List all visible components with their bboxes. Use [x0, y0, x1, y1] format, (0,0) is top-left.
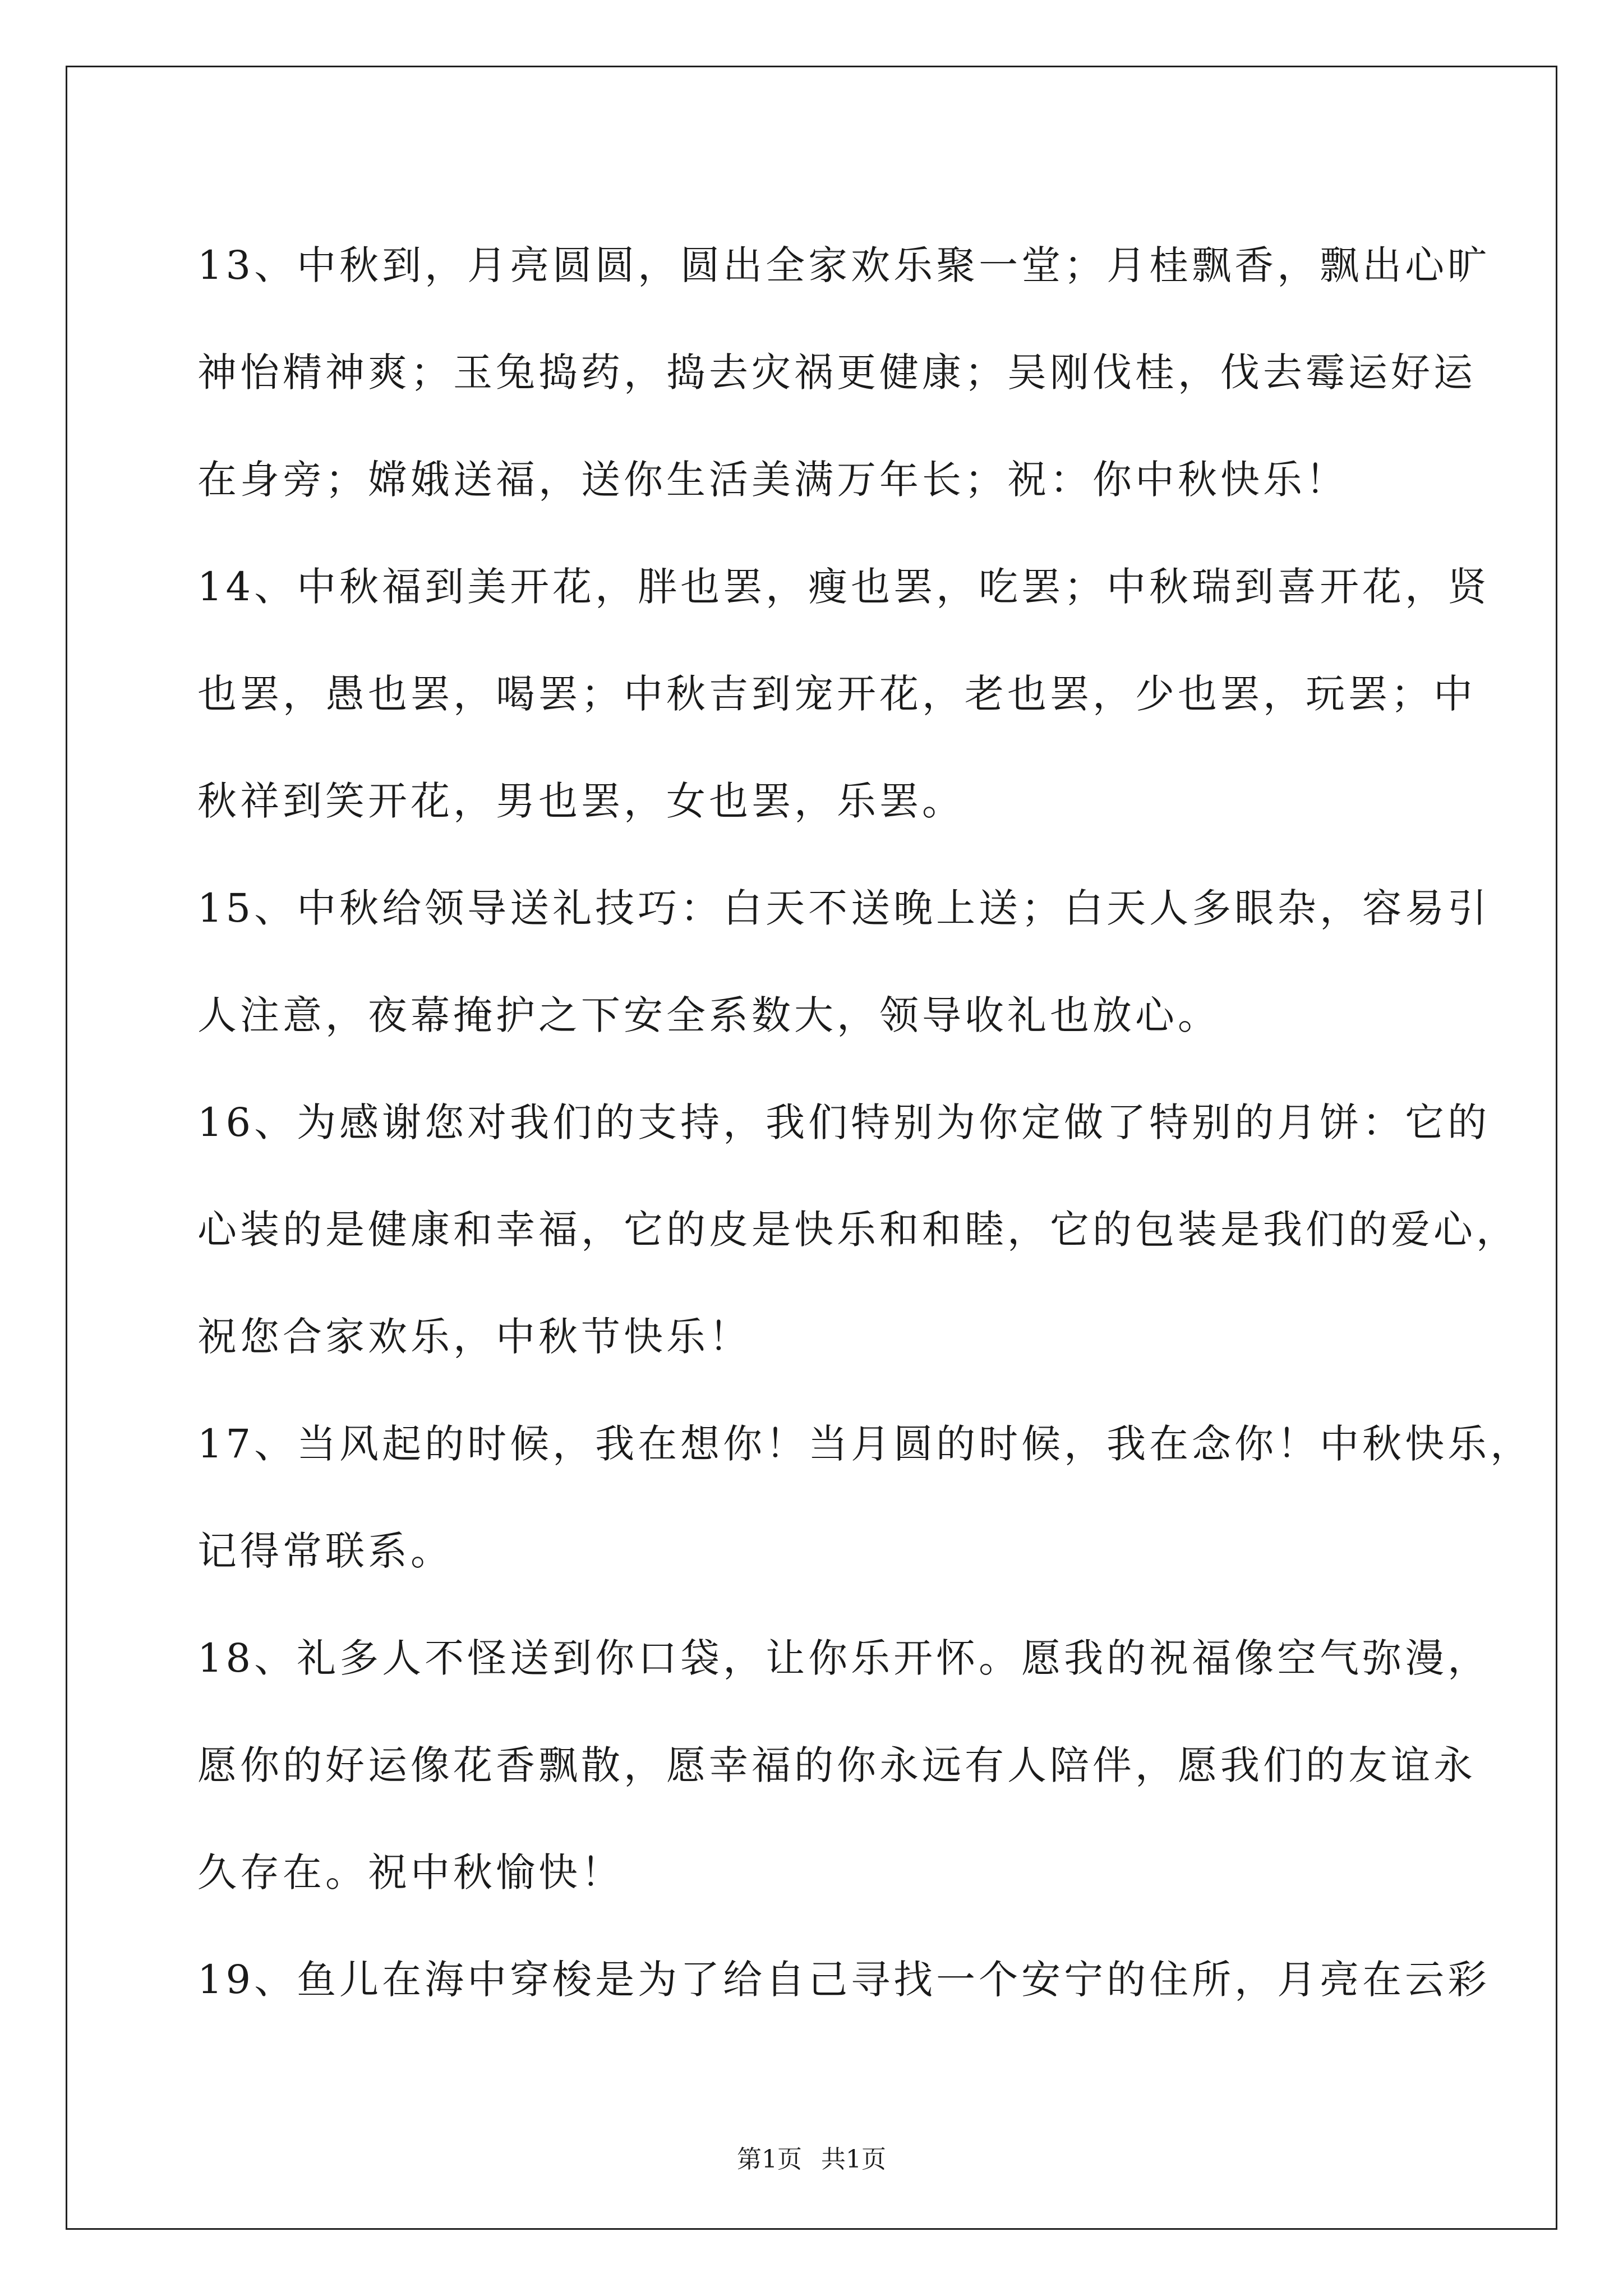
text-line: 15、中秋给领导送礼技巧：白天不送晚上送；白天人多眼杂，容易引 — [197, 885, 1491, 931]
text-line: 愿你的好运像花香飘散，愿幸福的你永远有人陪伴，愿我们的友谊永 — [197, 1742, 1476, 1788]
text-line: 人注意，夜幕掩护之下安全系数大，领导收礼也放心。 — [197, 992, 1220, 1038]
text-line: 19、鱼儿在海中穿梭是为了给自己寻找一个安宁的住所，月亮在云彩 — [197, 1957, 1491, 2003]
text-line: 17、当风起的时候，我在想你！当月圆的时候，我在念你！中秋快乐， — [197, 1421, 1533, 1467]
text-line: 秋祥到笑开花，男也罢，女也罢，乐罢。 — [197, 778, 965, 824]
page-footer — [0, 2143, 1623, 2177]
text-line: 记得常联系。 — [197, 1528, 453, 1574]
text-line: 久存在。祝中秋愉快！ — [197, 1849, 624, 1895]
text-line: 14、中秋福到美开花，胖也罢，瘦也罢，吃罢；中秋瑞到喜开花，贤 — [197, 564, 1491, 610]
text-line: 心装的是健康和幸福，它的皮是快乐和和睦，它的包装是我们的爱心， — [197, 1207, 1519, 1253]
text-line: 18、礼多人不怪送到你口袋，让你乐开怀。愿我的祝福像空气弥漫， — [197, 1635, 1491, 1681]
text-line: 也罢，愚也罢，喝罢；中秋吉到宠开花，老也罢，少也罢，玩罢；中 — [197, 671, 1476, 717]
text-line: 在身旁；嫦娥送福，送你生活美满万年长；祝：你中秋快乐！ — [197, 457, 1348, 503]
text-line: 祝您合家欢乐，中秋节快乐！ — [197, 1314, 751, 1360]
page-number-current: 第1页 — [737, 2145, 802, 2174]
document-body — [197, 212, 1533, 2033]
text-line: 神怡精神爽；玉兔捣药，捣去灾祸更健康；吴刚伐桂，伐去霉运好运 — [197, 349, 1476, 395]
text-line: 13、中秋到，月亮圆圆，圆出全家欢乐聚一堂；月桂飘香，飘出心旷 — [197, 242, 1491, 288]
page-number-total: 共1页 — [821, 2145, 886, 2174]
text-line: 16、为感谢您对我们的支持，我们特别为你定做了特别的月饼：它的 — [197, 1099, 1491, 1145]
